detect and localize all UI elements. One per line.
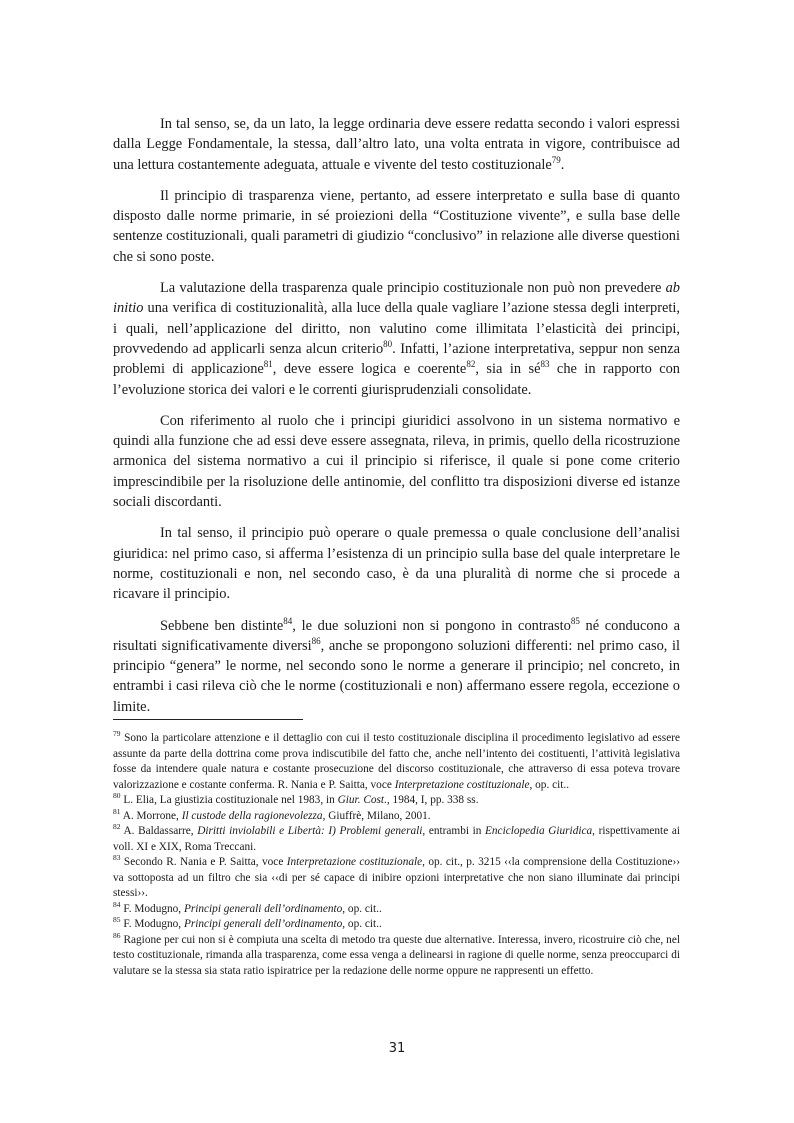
footnote-ref: 86 [113, 930, 121, 940]
text-run: Ragione per cui non si è compiuta una scelta di metodo tra queste due alternative. Interessa, invero, ricostruire ciò che, nel testo costituzionale, rimanda alla trasparenza, come essa venga a delinearsi in ragione di quelle norme, senza preoccuparci di valutare se la stessa sia stata ratio ispiratrice per la redazione delle norme oppure ne rappresenti un effetto. [113, 933, 680, 977]
text-run: , le due soluzioni non si pongono in contrasto [292, 617, 571, 634]
italic-text: ab initio [113, 280, 680, 317]
footnote-ref: 79 [113, 729, 121, 739]
italic-text: Interpretazione costituzionale [286, 856, 423, 868]
text-run: F. Modugno, [120, 902, 184, 915]
footnote-ref: 83 [540, 359, 550, 370]
text-run: , op. cit.. [342, 918, 382, 930]
text-run: La valutazione della trasparenza quale principio costituzionale non può non prevedere [160, 280, 666, 297]
text-run: una verifica di costituzionalità, alla luce della quale vagliare l’azione stessa degli interpreti, i quali, nell’applicazione del diritto, non valutino come illimitata l’elasticità dei principi, provvedendo ad applicarli senza alcun criterio [113, 300, 680, 357]
italic-text: Principi generali dell’ordinamento [183, 918, 343, 930]
text-run: , op. cit.. [342, 902, 382, 915]
footnote-ref: 85 [570, 615, 580, 626]
body-text [113, 114, 680, 728]
paragraph [113, 616, 680, 717]
text-run: In tal senso, se, da un lato, la legge ordinaria deve essere redatta secondo i valori espressi dalla Legge Fondamentale, la stessa, dall’altro lato, una volta entrata in vigore, contribuisce ad una lettura costantemente adeguata, attuale e vivente del testo costituzionale [113, 116, 680, 173]
text-run: Sebbene ben distinte [160, 617, 284, 634]
italic-text: Diritti inviolabili e Libertà: I) Problemi generali [197, 825, 423, 837]
paragraph [113, 523, 680, 604]
page-number: 31 [388, 1041, 406, 1056]
text-run: . [560, 156, 565, 173]
italic-text: Enciclopedia Giuridica [485, 825, 593, 837]
footnote-ref: 81 [113, 806, 121, 816]
footnote [113, 855, 680, 902]
paragraph [113, 186, 680, 267]
text-run: L. Elia, La giustizia costituzionale nel 1983, in [120, 794, 338, 806]
text-run: , anche se propongono soluzioni differenti: nel primo caso, il principio “genera” le norme, nel secondo sono le norme a generare il principio; nel concreto, in entrambi i casi rileva ciò che le norme (costituzionali e non) affermano essere regola, eccezione o limite. [113, 637, 680, 715]
footnote-ref: 80 [113, 791, 121, 801]
footnote-ref: 83 [113, 853, 121, 863]
text-run: , entrambi in [422, 825, 485, 837]
text-run: , op. cit.. [529, 778, 570, 791]
footnote-ref: 82 [466, 359, 476, 370]
text-run: , deve essere logica e coerente [272, 361, 467, 378]
text-run: , rispettivamente ai voll. XI e XIX, Roma Treccani. [113, 825, 680, 853]
text-run: , op. cit., p. 3215 ‹‹la comprensione della Costituzione›› va sottoposta ad un filtro che sia ‹‹di per sé capace di inibire opzioni interpretative che non siano illuminate dai principi stessi››. [113, 856, 681, 899]
text-run: F. Modugno, [120, 918, 184, 930]
italic-text: Il custode della ragionevolezza [181, 809, 323, 822]
italic-text: Principi generali dell’ordinamento [183, 902, 343, 915]
footnote [113, 930, 680, 980]
text-run: . Infatti, l’azione interpretativa, seppur non senza problemi di applicazione [113, 340, 680, 378]
text-run: che in rapporto con l’evoluzione storica dei valori e le correnti giurisprudenziali consolidate. [113, 361, 681, 398]
italic-text: Giur. Cost. [337, 794, 387, 806]
footnotes [113, 731, 680, 979]
footnote-ref: 84 [283, 615, 293, 626]
text-run: In tal senso, il principio può operare o quale premessa o quale conclusione dell’analisi giuridica: nel primo caso, si afferma l’esistenza di un principio sulla base del quale interpretare le norme, costituzionali e non, nel secondo caso, è da una pluralità di norme che si procede a ricavare il principio. [113, 525, 680, 603]
footnote-ref: 81 [263, 359, 273, 370]
footnote-ref: 82 [113, 822, 121, 832]
text-run: , sia in sé [475, 361, 541, 378]
text-run: A. Morrone, [120, 809, 182, 822]
footnote [113, 917, 680, 933]
footnote [113, 824, 680, 855]
footnote [113, 731, 680, 793]
footnote [113, 793, 680, 809]
footnote-ref: 86 [311, 636, 321, 647]
text-run: Sono la particolare attenzione e il dettaglio con cui il testo costituzionale disciplina il procedimento legislativo ad essere assunte da parte della dottrina come prova indiscutibile del fatto che, anche nell’intento dei costituenti, l’attività legislativa fosse da intendere quale natura e costante prosecuzione del discorso costituzionale, che attraverso di essa poteva trovare valorizzazione e costante conferma. R. Nania e P. Saitta, voce [113, 732, 680, 791]
italic-text: Interpretazione costituzionale [394, 778, 530, 791]
paragraph [113, 114, 680, 175]
paragraph [113, 411, 680, 512]
footnote-ref: 85 [113, 915, 121, 925]
text-run: , 1984, I, pp. 338 ss. [386, 794, 479, 806]
text-run: , Giuffrè, Milano, 2001. [322, 809, 431, 822]
text-run: Con riferimento al ruolo che i principi giuridici assolvono in un sistema normativo e quindi alla funzione che ad essi deve essere assegnata, rileva, in primis, quello della ricostruzione armonica del sistema normativo a cui il principio si riferisce, il quale si pone come criterio imprescindibile per la risoluzione delle antinomie, del conflitto tra disposizioni diverse ed istanze sociali discordanti. [113, 412, 680, 511]
footnote [113, 806, 680, 825]
footnote-ref: 80 [383, 339, 393, 350]
text-run: né conducono a risultati significativamente diversi [113, 617, 680, 654]
footnote-separator [113, 719, 303, 720]
text-run: Il principio di trasparenza viene, pertanto, ad essere interpretato e sulla base di quanto disposto dalle norme primarie, in sé proiezioni della “Costituzione vivente”, e sulla base delle sentenze costituzionali, quali parametri di giudizio “conclusivo” in relazione alle diverse questioni che si sono poste. [113, 187, 680, 265]
footnote [113, 899, 680, 918]
text-run: A. Baldassarre, [120, 825, 198, 837]
footnote-ref: 79 [551, 154, 561, 165]
text-run: Secondo R. Nania e P. Saitta, voce [120, 856, 287, 868]
paragraph [113, 278, 680, 400]
footnote-ref: 84 [113, 899, 121, 909]
